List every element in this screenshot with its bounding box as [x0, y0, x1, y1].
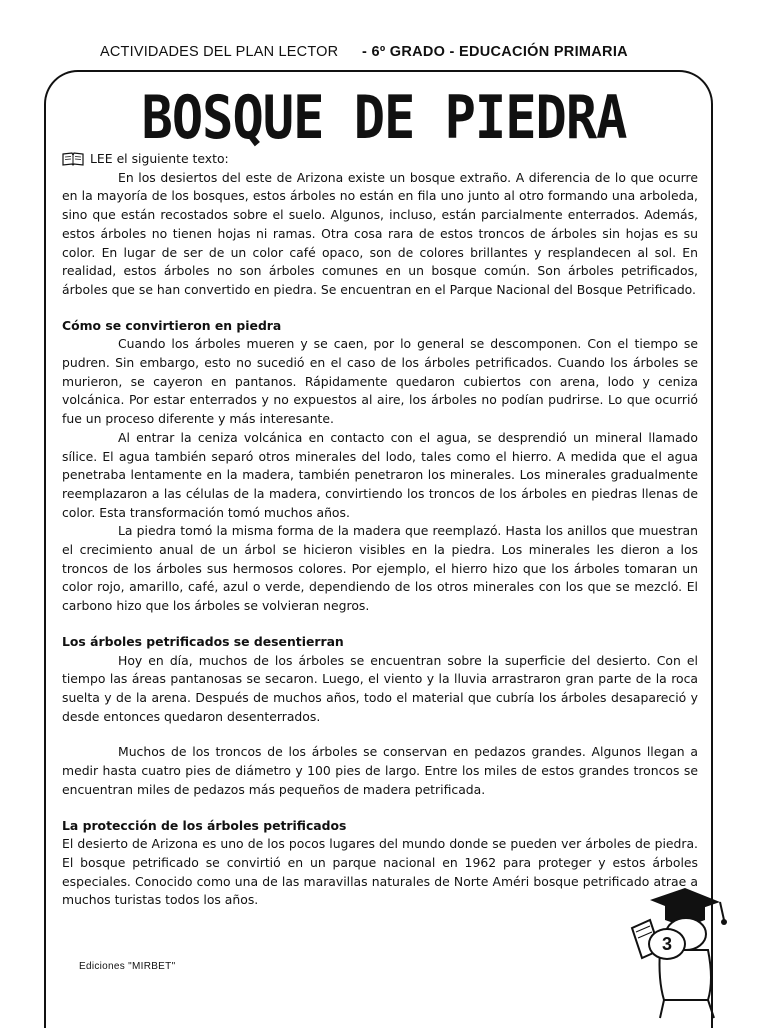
reading-text	[62, 150, 698, 910]
page-title: BOSQUE DE PIEDRA	[141, 84, 627, 153]
section-heading-1: Cómo se convirtieron en piedra	[62, 317, 282, 333]
paragraph-5: Muchos de los troncos de los árboles se conservan en pedazos grandes. Algunos llegan a medir hasta cuatro pies de diámetro y 100 pies de largo. Entre los miles de estos grandes troncos se encuentran miles de pedazos más pequeños de madera petrificada.	[62, 744, 698, 797]
paragraph-1: Cuando los árboles mueren y se caen, por lo general se descomponen. Con el tiempo se pudren. Sin embargo, esto no sucedió en el caso de los árboles petrificados. Cuando los árboles se murieron, se cayeron en pantanos. Rápidamente quedaron cubiertos con arena, lodo y ceniza volcánica. Por estar enterrados y no expuestos al aire, los árboles no podían pudrirse. Lo que ocurrió fue un proceso diferente y más interesante.	[62, 336, 698, 427]
page-number: 3	[648, 928, 686, 960]
section-heading-3: La protección de los árboles petrificados	[62, 817, 347, 833]
paragraph-intro: En los desiertos del este de Arizona existe un bosque extraño. A diferencia de lo que ocurre en la mayoría de los bosques, estos árboles no están en fila uno junto al otro formando una arboleda, sino que están recostados sobre el suelo. Algunos, incluso, están parcialmente enterrados. Además, estos árboles no tienen hojas ni ramas. Otra cosa rara de estos troncos de árboles sin hojas es su color. En lugar de ser de un color café opaco, son de colores brillantes y resplandecen al sol. En realidad, estos árboles no son árboles comunes en un bosque común. Son árboles petrificados, árboles que se han convertido en piedra. Se encuentran en el Parque Nacional del Bosque Petrificado.	[62, 169, 698, 297]
section-heading-2: Los árboles petrificados se desentierran	[62, 633, 344, 649]
paragraph-2: Al entrar la ceniza volcánica en contacto con el agua, se desprendió un mineral llamado sílice. El agua también separó otros minerales del lodo, tales como el hierro. A medida que el agua penetraba lentamente en la madera, también penetraron los minerales. Los minerales gradualmente reemplazaron a las células de la madera, convirtiendo los troncos de los árboles en piedras llenas de color. Esta transformación tomó muchos años.	[62, 429, 698, 520]
reading-instruction	[62, 150, 698, 169]
paragraph-4: Hoy en día, muchos de los árboles se encuentran sobre la superficie del desierto. Con el tiempo las áreas pantanosas se secaron. Luego, el viento y la lluvia arrastraron gran parte de la roca suelta y de la arena. Después de muchos años, todo el material que cubría los árboles desapareció y desde entonces quedaron desenterrados.	[62, 652, 698, 724]
grade-label: - 6º GRADO - EDUCACIÓN PRIMARIA	[362, 44, 628, 60]
paragraph-3: La piedra tomó la misma forma de la madera que reemplazó. Hasta los anillos que muestran el crecimiento anual de un árbol se hicieron visibles en la piedra. Los minerales les dieron a los troncos de los árboles sus hermosos colores. Por ejemplo, el hierro hizo que los árboles tomaran un color rojo, amarillo, café, azul o verde, dependiendo de los otros minerales con los que se mezcló. El carbono hizo que los árboles se volvieran negros.	[62, 523, 698, 614]
plan-lector-label: ACTIVIDADES DEL PLAN LECTOR	[100, 44, 339, 60]
publisher-footer: Ediciones "MIRBET"	[79, 961, 176, 972]
instruction-text: el siguiente texto:	[116, 151, 229, 166]
book-icon	[62, 152, 84, 166]
paragraph-6: El desierto de Arizona es uno de los pocos lugares del mundo donde se pueden ver árboles de piedra. El bosque petrificado se convirtió en un parque nacional en 1962 para proteger y estos árboles especiales. Conocido como una de las maravillas naturales de Norte Améri bosque petrificado atrae a muchos turistas todos los años.	[62, 836, 698, 908]
page-header	[100, 44, 700, 68]
instruction-verb: LEE	[90, 151, 113, 166]
